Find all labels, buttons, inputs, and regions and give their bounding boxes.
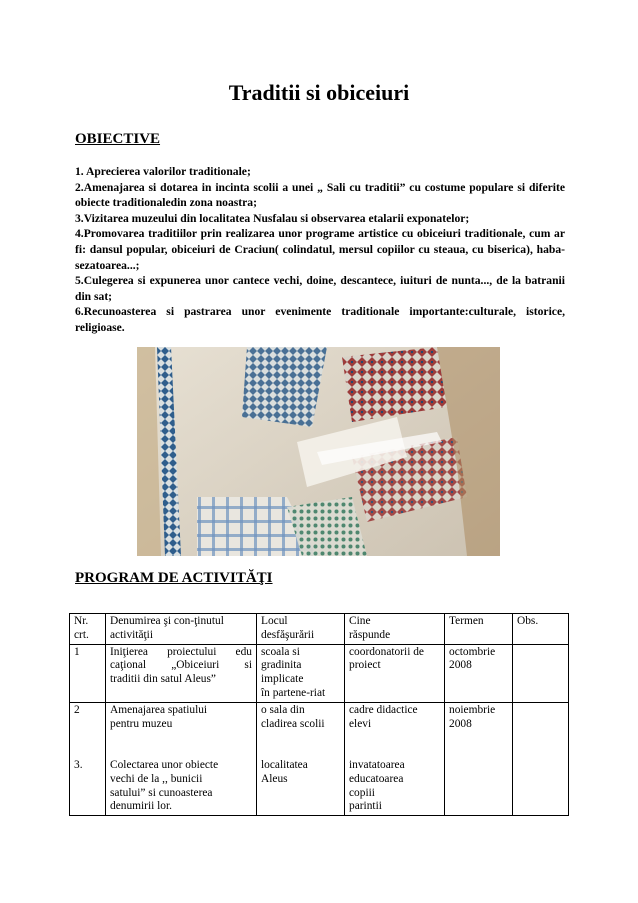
objective-item: 3.Vizitarea muzeului din localitatea Nusfalau si observarea etalarii exponatelor; xyxy=(75,211,470,225)
header-cell-responsible: Cine răspunde xyxy=(345,614,445,645)
cell-nr: 1 xyxy=(70,644,106,702)
cell-term: noiembrie 2008 xyxy=(445,702,513,815)
header-cell-location: Locul desfăşurării xyxy=(257,614,345,645)
cell-term: octombrie 2008 xyxy=(445,644,513,702)
header-cell-nr: Nr. crt. xyxy=(70,614,106,645)
table-row xyxy=(70,644,569,702)
header-cell-obs: Obs. xyxy=(513,614,569,645)
objective-item: 5.Culegerea si expunerea unor cantece vechi, doine, descantece, iuituri de nunta..., de la batranii din sat; xyxy=(75,274,565,303)
objective-item: 6.Recunoasterea si pastrarea unor evenimente traditionale importante:culturale, istorice, religioase. xyxy=(75,305,565,334)
cell-responsible: coordonatorii de proiect xyxy=(345,644,445,702)
header-cell-activity: Denumirea şi con-ţinutul activităţii xyxy=(106,614,257,645)
document-title: Traditii si obiceiuri xyxy=(228,80,410,105)
table-row xyxy=(70,702,569,815)
objective-item: 2.Amenajarea si dotarea in incinta scolii a unei „ Sali cu traditii” cu costume populare si diferite obiecte traditionaledin zona noastra; xyxy=(75,180,565,210)
objective-item: 4.Promovarea traditiilor prin realizarea unor programe artistice cu obiceiuri traditionale, cum ar fi: dansul popular, obiceiuri de Craciun( colindatul, mersul copiilor cu steaua, cu biserica), haba-sezatoarea...; xyxy=(75,227,565,272)
cell-responsible: cadre didactice elevi invatatoarea educatoarea copiii parintii xyxy=(345,702,445,815)
cell-location: o sala din cladirea scolii localitatea Aleus xyxy=(257,702,345,815)
cell-activity: Amenajarea spatiului pentru muzeu Colectarea unor obiecte vechi de la ,, bunicii satului” si cunoasterea denumirii lor. xyxy=(106,702,257,815)
activity-program-table xyxy=(69,613,569,816)
cell-obs xyxy=(513,702,569,815)
embroidered-textiles-photo xyxy=(137,347,500,556)
cell-obs xyxy=(513,644,569,702)
cell-location: scoala si gradinita implicate în partene-riat xyxy=(257,644,345,702)
cell-nr: 2 3. xyxy=(70,702,106,815)
objective-item: 1. Aprecierea valorilor traditionale; xyxy=(75,165,251,178)
objectives-list xyxy=(75,164,565,336)
program-heading: PROGRAM DE ACTIVITĂŢI xyxy=(75,570,273,586)
cell-activity: Iniţierea proiectului edu caţional „Obiceiuri si traditii din satul Aleus” xyxy=(106,644,257,702)
objectives-heading: OBIECTIVE xyxy=(75,131,161,147)
table-header-row xyxy=(70,614,569,645)
header-cell-term: Termen xyxy=(445,614,513,645)
